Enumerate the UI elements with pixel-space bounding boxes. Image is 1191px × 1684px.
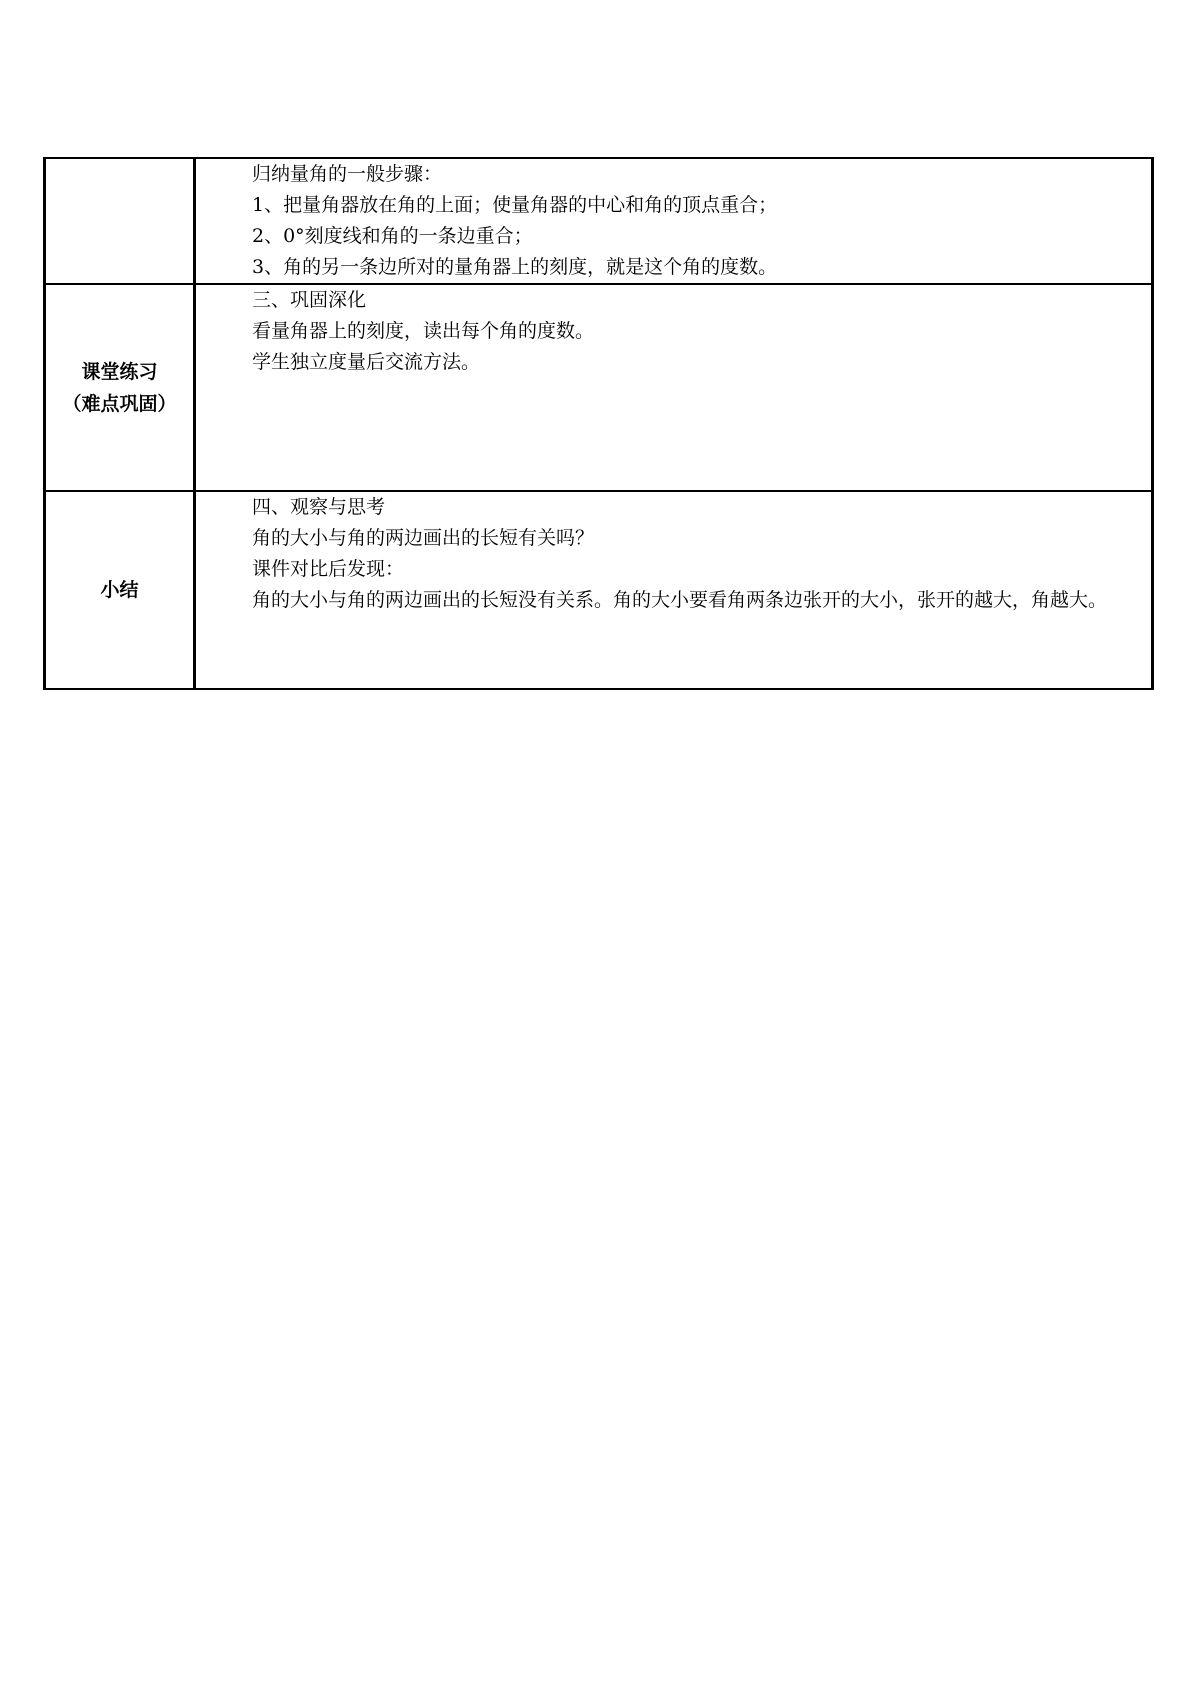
summary-heading: 四、观察与思考 (252, 496, 386, 518)
row-content-summary (195, 491, 1153, 689)
practice-sublabel: （难点巩固） (62, 392, 177, 415)
step-3-text: 3、角的另一条边所对的量角器上的刻度，就是这个角的度数。 (252, 256, 778, 278)
row-content-practice (195, 284, 1153, 491)
practice-line-2: 学生独立度量后交流方法。 (252, 351, 481, 373)
practice-heading: 三、巩固深化 (252, 289, 367, 311)
table-row-steps (45, 158, 1153, 284)
table-row-summary (45, 491, 1153, 689)
lesson-plan-table (43, 157, 1154, 690)
practice-label: 课堂练习 (81, 360, 158, 383)
summary-finding-intro: 课件对比后发现： (252, 558, 405, 580)
steps-heading: 归纳量角的一般步骤： (252, 163, 443, 185)
row-label-empty (45, 158, 195, 284)
summary-label: 小结 (100, 579, 139, 601)
step-1-text: 1、把量角器放在角的上面；使量角器的中心和角的顶点重合； (252, 194, 778, 216)
practice-line-1: 看量角器上的刻度，读出每个角的度数。 (252, 320, 595, 342)
summary-conclusion: 角的大小与角的两边画出的长短没有关系。角的大小要看角两条边张开的大小，张开的越大，角越大。 (252, 589, 1108, 611)
row-label-practice (45, 284, 195, 491)
summary-question: 角的大小与角的两边画出的长短有关吗？ (252, 527, 595, 549)
table-row-practice (45, 284, 1153, 491)
row-content-steps (195, 158, 1153, 284)
step-2-text: 2、0°刻度线和角的一条边重合； (252, 225, 533, 247)
row-label-summary (45, 491, 195, 689)
